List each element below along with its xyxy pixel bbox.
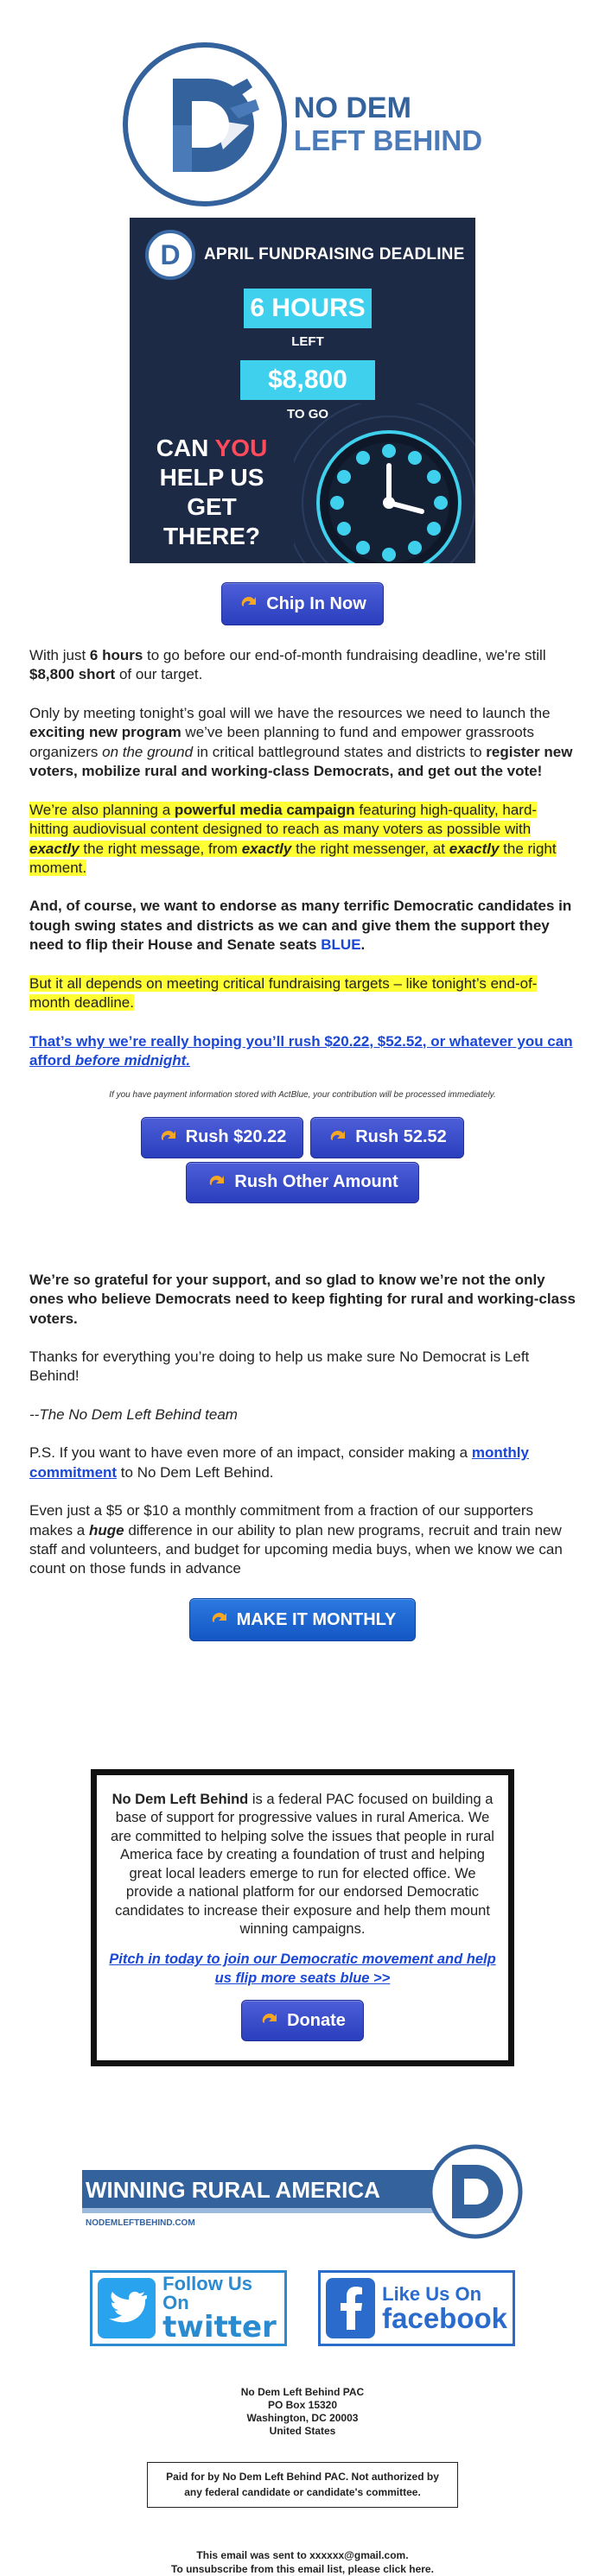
pitch-link[interactable]: Pitch in today to join our Democratic movement and help us flip more seats blue >> (109, 1951, 496, 1986)
about-box (91, 1769, 514, 2066)
hero-left-label: LEFT (291, 334, 324, 349)
paragraph-ps: P.S. If you want to have even more of an impact, consider making a monthly commitment to No Dem Left Behind. (29, 1444, 529, 1481)
paragraph-program: Only by meeting tonight’s goal will we have the resources we need to launch the exciting new program we’ve been planning to fund and empower grassroots organizers on the ground in critical battleground states and districts to register new voters, mobilize rural and working-class Democrats, and get out the vote! (29, 704, 573, 780)
logo-d-icon (123, 42, 287, 206)
hero-togo-label: TO GO (286, 407, 329, 422)
refresh-arrow-icon (209, 1609, 230, 1630)
refresh-arrow-icon (259, 2010, 280, 2031)
donate-button[interactable]: Donate (241, 2000, 364, 2041)
logo-line2: LEFT BEHIND (293, 124, 483, 156)
sent-to-notice (0, 2549, 605, 2576)
rush-20-button[interactable]: Rush $20.22 (141, 1117, 303, 1158)
chip-in-label: Chip In Now (266, 593, 366, 613)
banner-url: NODEMLEFTBEHIND.COM (86, 2218, 195, 2229)
facebook-wordmark: facebook (382, 2301, 507, 2334)
paid-for-disclaimer: Paid for by No Dem Left Behind PAC. Not authorized by any federal candidate or candidate's committee. (147, 2462, 458, 2508)
paragraph-grateful: We’re so grateful for your support, and so glad to know we’re not the only ones who believe Democrats need to keep fighting for rural and working-class voters. (29, 1271, 576, 1327)
hero-cta-can: CAN (156, 435, 215, 461)
about-text: No Dem Left Behind is a federal PAC focused on building a base of support for progressive values in rural America. We are committed to helping solve the issues that people in rural America face by creating a foundation of trust and helping great local leaders emerge to run for elected office. We provide a national platform for our endorsed Democratic candidates to increase their exposure and help them mount winning campaigns. (111, 1791, 494, 1937)
facebook-f-icon (326, 2278, 375, 2338)
chip-in-button[interactable] (221, 582, 384, 625)
twitter-wordmark: twitter (162, 2310, 277, 2345)
facebook-like-button[interactable] (318, 2270, 515, 2346)
rush-amount-link[interactable]: That’s why we’re really hoping you’ll rush $20.22, $52.52, or whatever you can afford before midnight. (29, 1032, 573, 1069)
paragraph-targets: But it all depends on meeting critical fundraising targets – like tonight’s end-of-month deadline. (29, 974, 538, 1012)
paragraph-endorse: And, of course, we want to endorse as many terrific Democratic candidates in tough swing states and districts as we can and give them the support they need to flip their House and Senate seats BLUE. (29, 898, 572, 954)
paragraph-thanks: Thanks for everything you’re doing to help us make sure No Democrat is Left Behind! (29, 1348, 530, 1385)
make-it-monthly-button[interactable]: MAKE IT MONTHLY (189, 1598, 416, 1641)
signature: --The No Dem Left Behind team (29, 1405, 238, 1423)
hero-cta-line3: GET (187, 493, 237, 520)
facebook-text (382, 2282, 507, 2334)
hero-cta-text (147, 434, 277, 551)
paragraph-deadline: With just 6 hours to go before our end-of-month fundraising deadline, we're still $8,800 short of our target. (29, 647, 546, 683)
hero-heading (145, 230, 464, 280)
message-body (0, 646, 605, 1070)
refresh-arrow-icon (239, 593, 259, 614)
hero-cta-line4: THERE? (163, 523, 260, 549)
sent-to-line: This email was sent to xxxxxx@gmail.com. (196, 2549, 409, 2562)
refresh-arrow-icon (158, 1127, 179, 1148)
twitter-follow-button[interactable] (90, 2270, 287, 2346)
monthly-row (0, 1598, 605, 1641)
hero-amount: $8,800 (240, 360, 375, 400)
actblue-notice: If you have payment information stored with ActBlue, your contribution will be processed immediately. (109, 1090, 496, 1101)
paragraph-monthly: Even just a $5 or $10 a monthly commitment from a fraction of our supporters makes a huge difference in our ability to plan new programs, recruit and train new staff and volunteers, and budget for upcoming media buys, when we know we can count on those funds in advance (29, 1502, 563, 1577)
footer-banner-graphic (82, 2144, 523, 2239)
facebook-like-label: Like Us On (382, 2282, 482, 2305)
winning-rural-america-banner[interactable] (0, 2144, 605, 2239)
hero-cta-you: YOU (214, 435, 268, 461)
hero-d-badge-icon: D (145, 230, 195, 280)
logo-line1: NO DEM (293, 92, 411, 124)
banner-title: WINNING RURAL AMERICA (86, 2177, 380, 2204)
logo-wordmark (294, 92, 482, 157)
refresh-arrow-icon (328, 1127, 348, 1148)
paragraph-media-campaign: We’re also planning a powerful media campaign featuring high-quality, hard-hitting audiovisual content designed to reach as many voters as possible with exactly the right message, from exactly the right messenger, at exactly the right moment. (29, 801, 557, 876)
header-logo (0, 0, 605, 216)
hero-hours: 6 HOURS (244, 289, 372, 328)
about-pitch (109, 1951, 496, 1988)
hero-banner[interactable] (130, 218, 475, 563)
social-links (0, 2270, 605, 2346)
unsubscribe-line[interactable]: To unsubscribe from this email list, please click here. (171, 2562, 434, 2575)
rush-52-button[interactable]: Rush 52.52 (310, 1117, 464, 1158)
twitter-text (162, 2273, 279, 2345)
mailing-address: No Dem Left Behind PAC PO Box 15320 Washington, DC 20003 United States (240, 2386, 365, 2438)
chip-in-row (0, 582, 605, 625)
hero-cta-line2: HELP US (159, 464, 264, 491)
twitter-follow-label: Follow Us On (162, 2273, 253, 2314)
rush-link[interactable] (29, 1032, 576, 1071)
message-body-2 (0, 1271, 605, 1579)
twitter-bird-icon (98, 2278, 156, 2338)
refresh-arrow-icon (207, 1172, 227, 1193)
monthly-commitment-link[interactable]: monthly commitment (29, 1444, 529, 1481)
hero-title: APRIL FUNDRAISING DEADLINE (204, 245, 465, 264)
rush-other-button[interactable]: Rush Other Amount (186, 1162, 419, 1203)
clock-icon (294, 403, 475, 563)
rush-buttons (0, 1117, 605, 1203)
